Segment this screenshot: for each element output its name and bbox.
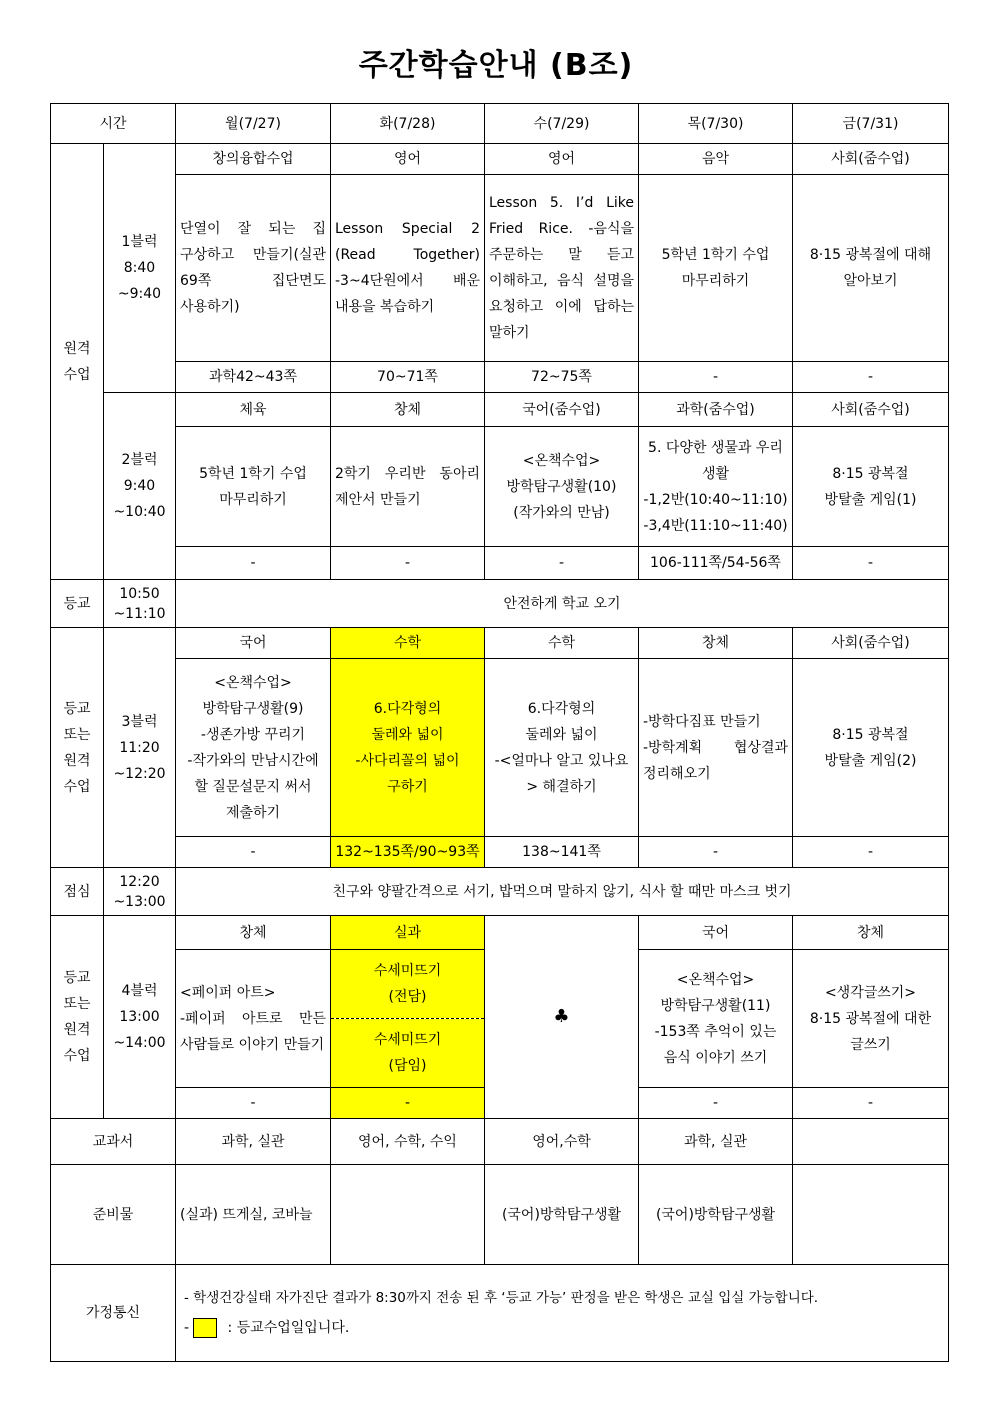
block3-subject: 수학 xyxy=(485,628,639,659)
block1-content: 8·15 광복절에 대해 알아보기 xyxy=(793,175,949,362)
onsite-group-label: 등교 또는 원격 수업 xyxy=(51,628,104,868)
block1-label: 1블럭 8:40 ~9:40 xyxy=(104,144,176,393)
block2-page: - xyxy=(793,547,949,580)
block4-page: - xyxy=(793,1088,949,1119)
block3-page: 132~135쪽/90~93쪽 xyxy=(331,837,485,868)
supplies-value xyxy=(793,1165,949,1265)
block1-subject: 창의융합수업 xyxy=(176,144,331,175)
block2-subject: 사회(줌수업) xyxy=(793,393,949,427)
block2-label: 2블럭 9:40 ~10:40 xyxy=(104,393,176,580)
block2-subject: 과학(줌수업) xyxy=(639,393,793,427)
block1-subject: 영어 xyxy=(331,144,485,175)
block3-content: 6.다각형의 둘레와 넓이 -<얼마나 알고 있나요> 해결하기 xyxy=(485,659,639,837)
block4-content: <온책수업> 방학탐구생활(11) -153쪽 추억이 있는 음식 이야기 쓰기 xyxy=(639,950,793,1088)
block4-content: <생각글쓰기> 8·15 광복절에 대한 글쓰기 xyxy=(793,950,949,1088)
page-title: 주간학습안내 (B조) xyxy=(358,48,634,83)
textbook-value xyxy=(793,1119,949,1165)
block4-content-top: 수세미뜨기 (전담) xyxy=(331,950,485,1019)
supplies-value: (실과) 뜨게실, 코바늘 xyxy=(176,1165,331,1265)
block2-content: 5. 다양한 생물과 우리 생활 -1,2반(10:40~11:10) -3,4반(11:10~11:40) xyxy=(639,427,793,547)
header-day-thu: 목(7/30) xyxy=(639,104,793,144)
textbook-value: 영어,수학 xyxy=(485,1119,639,1165)
header-day-tue: 화(7/28) xyxy=(331,104,485,144)
block4-subject: 국어 xyxy=(639,916,793,950)
supplies-value: (국어)방학탐구생활 xyxy=(639,1165,793,1265)
lunch-label: 점심 xyxy=(51,868,104,916)
block1-content: Lesson 5. I’d Like Fried Rice. -음식을 주문하는 말 듣고 이해하고, 음식 설명을 요청하고 이에 답하는 말하기 xyxy=(485,175,639,362)
textbook-value: 과학, 실관 xyxy=(176,1119,331,1165)
block2-page: - xyxy=(176,547,331,580)
block4-label: 4블럭 13:00 ~14:00 xyxy=(104,916,176,1119)
block3-page: - xyxy=(639,837,793,868)
block4-page: - xyxy=(331,1088,485,1119)
block4-page: - xyxy=(639,1088,793,1119)
block2-content: 5학년 1학기 수업 마무리하기 xyxy=(176,427,331,547)
block1-page: 70~71쪽 xyxy=(331,362,485,393)
header-day-mon: 월(7/27) xyxy=(176,104,331,144)
header-day-wed: 수(7/29) xyxy=(485,104,639,144)
header-row xyxy=(51,104,949,144)
arrival-time: 10:50 ~11:10 xyxy=(104,580,176,628)
block2-subject: 체육 xyxy=(176,393,331,427)
block3-subject: 수학 xyxy=(331,628,485,659)
block3-content: -방학다짐표 만들기 -방학계획 협상결과 정리해오기 xyxy=(639,659,793,837)
notice-line-2 xyxy=(184,1313,940,1343)
club-symbol: ♣ xyxy=(485,916,639,1119)
block4-subject: 창체 xyxy=(793,916,949,950)
notice-line-2-text: : 등교수업일입니다. xyxy=(227,1320,350,1336)
textbook-value: 과학, 실관 xyxy=(639,1119,793,1165)
block3-page: 138~141쪽 xyxy=(485,837,639,868)
block3-label: 3블럭 11:20 ~12:20 xyxy=(104,628,176,868)
block3-subject: 창체 xyxy=(639,628,793,659)
header-day-fri: 금(7/31) xyxy=(793,104,949,144)
block3-subject: 국어 xyxy=(176,628,331,659)
block3-content: 8·15 광복절 방탈출 게임(2) xyxy=(793,659,949,837)
block1-content: 5학년 1학기 수업 마무리하기 xyxy=(639,175,793,362)
block2-page: - xyxy=(331,547,485,580)
block1-subject: 영어 xyxy=(485,144,639,175)
textbook-label: 교과서 xyxy=(51,1119,176,1165)
notice-line-2-prefix: - xyxy=(184,1320,190,1336)
block2-content: 8·15 광복절 방탈출 게임(1) xyxy=(793,427,949,547)
block1-subject: 사회(줌수업) xyxy=(793,144,949,175)
block1-page: - xyxy=(793,362,949,393)
supplies-value: (국어)방학탐구생활 xyxy=(485,1165,639,1265)
weekly-schedule-table xyxy=(50,103,949,1362)
block1-page: - xyxy=(639,362,793,393)
block2-content: <온책수업> 방학탐구생활(10) (작가와의 만남) xyxy=(485,427,639,547)
block4-content-bottom: 수세미뜨기 (담임) xyxy=(331,1019,485,1088)
block1-page: 과학42~43쪽 xyxy=(176,362,331,393)
block4-page: - xyxy=(176,1088,331,1119)
header-time: 시간 xyxy=(51,104,176,144)
block4-content: <페이퍼 아트> -페이퍼 아트로 만든 사람들로 이야기 만들기 xyxy=(176,950,331,1088)
block2-subject: 국어(줌수업) xyxy=(485,393,639,427)
block3-page: - xyxy=(176,837,331,868)
onsite-group-label: 등교 또는 원격 수업 xyxy=(51,916,104,1119)
block2-subject: 창체 xyxy=(331,393,485,427)
supplies-value xyxy=(331,1165,485,1265)
arrival-label: 등교 xyxy=(51,580,104,628)
notice-label: 가정통신 xyxy=(51,1265,176,1362)
arrival-text: 안전하게 학교 오기 xyxy=(176,580,949,628)
block1-subject: 음악 xyxy=(639,144,793,175)
block4-subject: 실과 xyxy=(331,916,485,950)
textbook-value: 영어, 수학, 수익 xyxy=(331,1119,485,1165)
block3-subject: 사회(줌수업) xyxy=(793,628,949,659)
block3-content: <온책수업> 방학탐구생활(9) -생존가방 꾸리기 -작가와의 만남시간에 할 질문설문지 써서 제출하기 xyxy=(176,659,331,837)
remote-group-label: 원격 수업 xyxy=(51,144,104,580)
block4-subject: 창체 xyxy=(176,916,331,950)
block3-page: - xyxy=(793,837,949,868)
block1-page: 72~75쪽 xyxy=(485,362,639,393)
supplies-label: 준비물 xyxy=(51,1165,176,1265)
lunch-time: 12:20 ~13:00 xyxy=(104,868,176,916)
block2-content: 2학기 우리반 동아리 제안서 만들기 xyxy=(331,427,485,547)
block3-content: 6.다각형의 둘레와 넓이 -사다리꼴의 넓이 구하기 xyxy=(331,659,485,837)
notice-body xyxy=(176,1265,949,1362)
block1-content: Lesson Special 2 (Read Together) -3~4단원에서 배운 내용을 복습하기 xyxy=(331,175,485,362)
block1-content: 단열이 잘 되는 집 구상하고 만들기(실관 69쪽 집단면도 사용하기) xyxy=(176,175,331,362)
notice-line-1: - 학생건강실태 자가진단 결과가 8:30까지 전송 된 후 ‘등교 가능’ 판정을 받은 학생은 교실 입실 가능합니다. xyxy=(184,1290,819,1306)
block2-page: 106-111쪽/54-56쪽 xyxy=(639,547,793,580)
highlight-legend-swatch xyxy=(193,1318,217,1338)
lunch-text: 친구와 양팔간격으로 서기, 밥먹으며 말하지 않기, 식사 할 때만 마스크 벗기 xyxy=(176,868,949,916)
block2-page: - xyxy=(485,547,639,580)
